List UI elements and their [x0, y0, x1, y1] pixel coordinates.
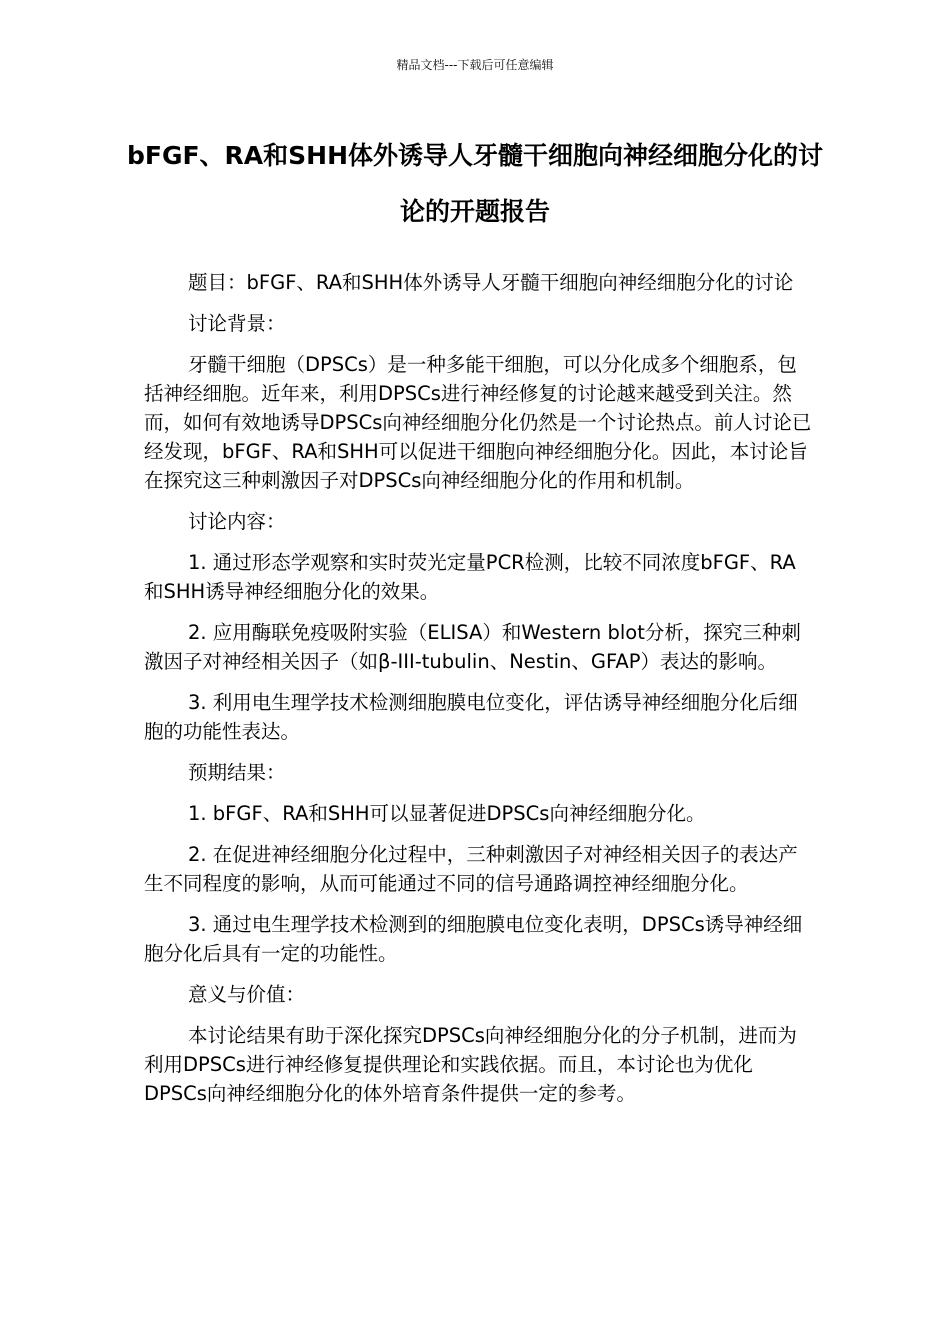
significance-paragraph: 本讨论结果有助于深化探究DPSCs向神经细胞分化的分子机制，进而为利用DPSCs进行神经修复提供理论和实践依据。而且，本讨论也为优化DPSCs向神经细胞分化的体外培育条件提供一定的参考。 [144, 1024, 797, 1105]
section-heading-significance: 意义与价值： [188, 983, 306, 1006]
background-paragraph: 牙髓干细胞（DPSCs）是一种多能干细胞，可以分化成多个细胞系，包括神经细胞。近年来，利用DPSCs进行神经修复的讨论越来越受到关注。然而，如何有效地诱导DPSCs向神经细胞分化仍然是一个讨论热点。前人讨论已经发现，bFGF、RA和SHH可以促进干细胞向神经细胞分化。因此，本讨论旨在探究这三种刺激因子对DPSCs向神经细胞分化的作用和机制。 [144, 353, 812, 492]
content-item-2: 2. 应用酶联免疫吸附实验（ELISA）和Western blot分析，探究三种刺激因子对神经相关因子（如β-III-tubulin、Nestin、GFAP）表达的影响。 [144, 621, 801, 673]
result-item-1: 1. bFGF、RA和SHH可以显著促进DPSCs向神经细胞分化。 [188, 802, 706, 825]
section-heading-content: 讨论内容： [188, 510, 286, 533]
result-item-3: 3. 通过电生理学技术检测到的细胞膜电位变化表明，DPSCs诱导神经细胞分化后具有一定的功能性。 [144, 913, 803, 965]
topic-paragraph: 题目：bFGF、RA和SHH体外诱导人牙髓干细胞向神经细胞分化的讨论 [188, 271, 794, 294]
document-title: bFGF、RA和SHH体外诱导人牙髓干细胞向神经细胞分化的讨论的开题报告 [126, 141, 824, 226]
content-item-3: 3. 利用电生理学技术检测细胞膜电位变化，评估诱导神经细胞分化后细胞的功能性表达。 [144, 691, 798, 743]
page-header-watermark: 精品文档---下载后可任意编辑 [396, 58, 554, 72]
document-body [144, 268, 812, 1120]
section-heading-expected-results: 预期结果： [188, 761, 286, 784]
section-heading-background: 讨论背景： [188, 312, 286, 335]
result-item-2: 2. 在促进神经细胞分化过程中，三种刺激因子对神经相关因子的表达产生不同程度的影响，从而可能通过不同的信号通路调控神经细胞分化。 [144, 843, 798, 895]
content-item-1: 1. 通过形态学观察和实时荧光定量PCR检测，比较不同浓度bFGF、RA和SHH诱导神经细胞分化的效果。 [144, 551, 796, 603]
